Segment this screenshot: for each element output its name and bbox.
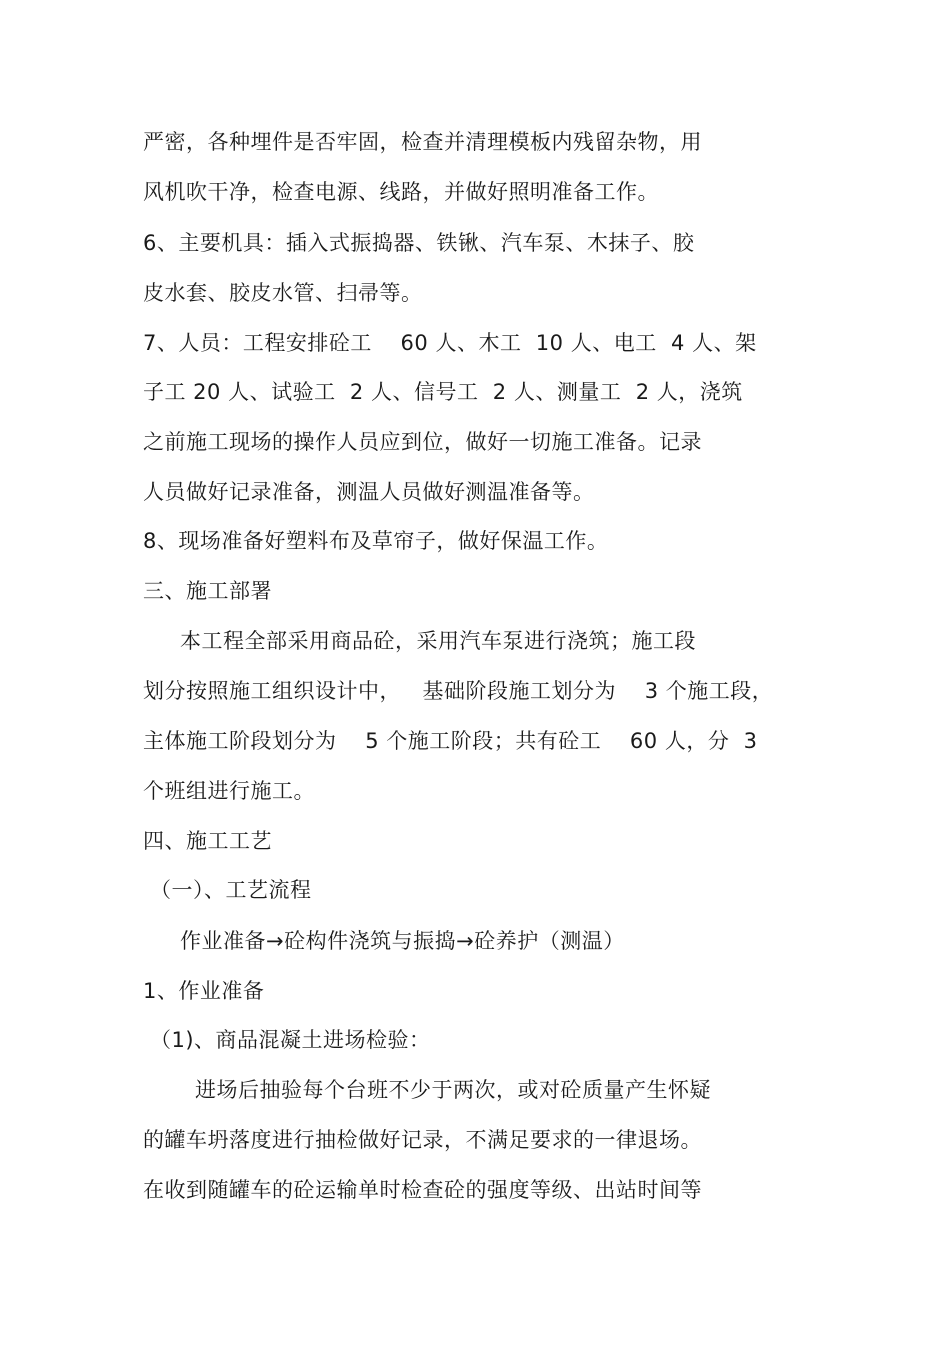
text-line: 风机吹干净，检查电源、线路，并做好照明准备工作。 <box>143 180 659 204</box>
text-line: 在收到随罐车的砼运输单时检查砼的强度等级、出站时间等 <box>143 1178 702 1202</box>
text-line: 的罐车坍落度进行抽检做好记录，不满足要求的一律退场。 <box>143 1128 702 1152</box>
section-heading: 四、施工工艺 <box>143 829 272 853</box>
text-line: 8、现场准备好塑料布及草帘子，做好保温工作。 <box>143 529 609 553</box>
text-line: 6、主要机具：插入式振捣器、铁锹、汽车泵、木抹子、胶 <box>143 231 695 255</box>
process-flow: 作业准备→砼构件浇筑与振捣→砼养护（测温） <box>180 929 625 953</box>
text-line: 皮水套、胶皮水管、扫帚等。 <box>143 281 423 305</box>
text-line: 划分按照施工组织设计中， 基础阶段施工划分为 3 个施工段， <box>143 679 774 703</box>
text-line: 严密，各种埋件是否牢固，检查并清理模板内残留杂物，用 <box>143 130 702 154</box>
text-line: 个班组进行施工。 <box>143 779 315 803</box>
subsection-heading: （一）、工艺流程 <box>150 878 312 902</box>
text-line: 7、人员：工程安排砼工 60 人、木工 10 人、电工 4 人、架 <box>143 331 757 355</box>
text-line: 之前施工现场的操作人员应到位，做好一切施工准备。记录 <box>143 430 702 454</box>
section-heading: 三、施工部署 <box>143 579 272 603</box>
text-line: 人员做好记录准备，测温人员做好测温准备等。 <box>143 480 595 504</box>
item-heading: 1、作业准备 <box>143 979 265 1003</box>
item-heading: （1)、商品混凝土进场检验： <box>150 1028 431 1052</box>
text-line: 子工 20 人、试验工 2 人、信号工 2 人、测量工 2 人，浇筑 <box>143 380 743 404</box>
text-line: 进场后抽验每个台班不少于两次，或对砼质量产生怀疑 <box>195 1078 711 1102</box>
text-line: 本工程全部采用商品砼，采用汽车泵进行浇筑；施工段 <box>180 629 696 653</box>
text-line: 主体施工阶段划分为 5 个施工阶段；共有砼工 60 人，分 3 <box>143 729 758 753</box>
